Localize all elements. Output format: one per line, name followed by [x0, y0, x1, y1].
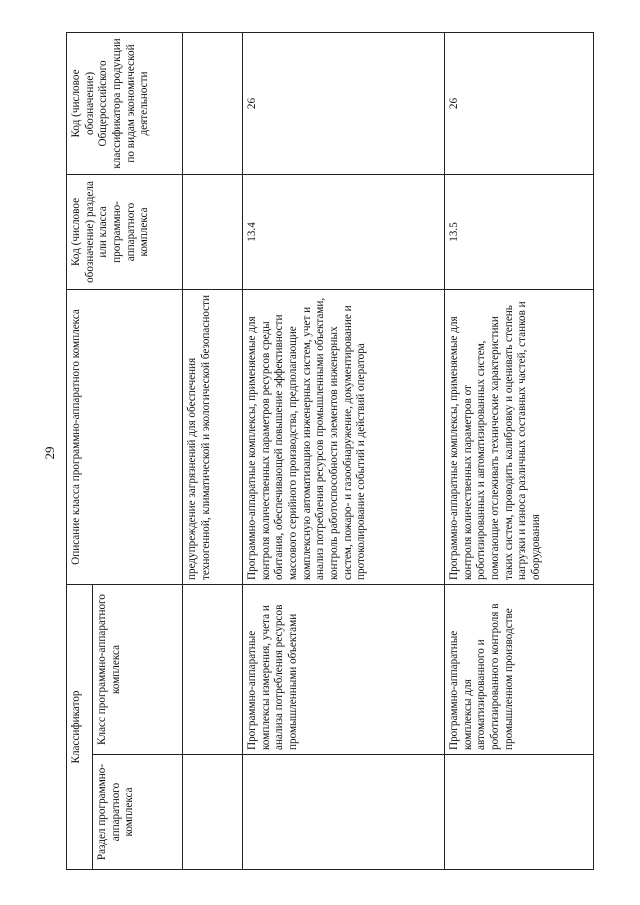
header-code: Код (числовое обозначение) раздела или класса программно-аппаратного комплекса	[67, 174, 183, 289]
cell-description: предупреждение загрязнений для обеспечения техногенной, климатической и экологической безопасности	[183, 289, 243, 584]
header-row	[67, 32, 93, 869]
page-number: 29	[42, 446, 57, 460]
table-row	[243, 32, 445, 869]
classifier-table-container	[66, 33, 593, 870]
header-description: Описание класса программно-аппаратного комплекса	[67, 289, 183, 584]
cell-section	[183, 755, 243, 870]
cell-class	[183, 584, 243, 754]
cell-code	[183, 174, 243, 289]
cell-class: Программно-аппаратные комплексы измерения, учета и анализа потребления ресурсов промышленными объектами	[243, 584, 445, 754]
header-okved-code: Код (числовое обозначение) Общероссийского классификатора продукции по видам экономической деятельности	[67, 32, 183, 174]
cell-section	[243, 755, 445, 870]
cell-okved-code: 26	[243, 32, 445, 174]
cell-okved-code	[183, 32, 243, 174]
cell-section	[445, 755, 594, 870]
header-class: Класс программно-аппаратного комплекса	[93, 584, 183, 754]
cell-class: Программно-аппаратные комплексы для автоматизированного и роботизированного контроля в промышленном производстве	[445, 584, 594, 754]
header-section: Раздел программно-аппаратного комплекса	[93, 755, 183, 870]
header-classifier: Классификатор	[67, 584, 93, 869]
cell-code: 13.5	[445, 174, 594, 289]
table-row	[445, 32, 594, 869]
cell-description: Программно-аппаратные комплексы, применяемые для контроля количественных параметров от роботизированных и автоматизированных систем, помогающие отслеживать технические характеристики таких систем, проводить калибровку и оценивать степень нагрузки и износа различных составных частей, станков и оборудования	[445, 289, 594, 584]
classifier-table	[66, 32, 594, 870]
cell-code: 13.4	[243, 174, 445, 289]
cell-okved-code: 26	[445, 32, 594, 174]
table-row	[183, 32, 243, 869]
cell-description: Программно-аппаратные комплексы, применяемые для контроля количественных параметров ресурсов среды обитания, обеспечивающей повышение эффективности массового серийного производства, предполагающие комплексную автоматизацию инженерных систем, учет и анализ потребления ресурсов промышленными объектами, контроль работоспособности элементов инженерных систем, пожаро- и газообнаружение, документирование и протоколирование событий и действий оператора	[243, 289, 445, 584]
